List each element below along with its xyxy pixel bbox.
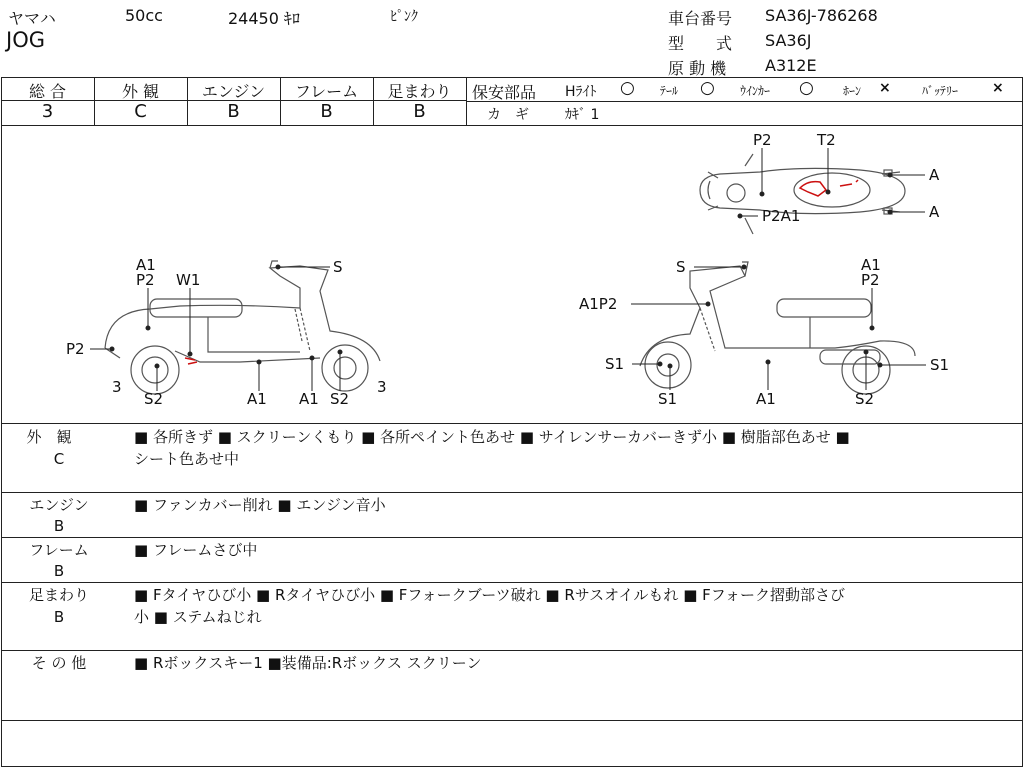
grade-label-frame: フレーム	[294, 82, 359, 101]
label-right-s2-bottom: S2	[855, 390, 875, 408]
label-right-s: S	[676, 258, 686, 276]
label-left-a1-top: A1	[136, 256, 156, 274]
safety-headlight-label: Hﾗｲﾄ	[565, 84, 597, 100]
key-label: カ ギ	[487, 107, 529, 123]
notes-grade-frame: B	[53, 562, 65, 580]
grade-value-frame: B	[320, 101, 333, 122]
safety-battery-label: ﾊﾞｯﾃﾘｰ	[922, 84, 959, 98]
grade-value-overall: 3	[41, 101, 54, 122]
diagram-bottom-line	[1, 423, 1023, 424]
col-line-5	[466, 77, 467, 125]
engine-value: A312E	[765, 56, 817, 75]
damage-marks	[185, 180, 858, 364]
type-value: SA36J	[765, 31, 812, 50]
label-left-a1-a: A1	[247, 390, 267, 408]
color: ﾋﾟﾝｸ	[390, 9, 418, 25]
displacement: 50cc	[125, 6, 163, 25]
scooter-diagram	[0, 126, 1024, 423]
notes-heading-other: そ の 他	[31, 654, 87, 672]
label-top-a-lower: A	[929, 203, 940, 221]
label-right-a1-bottom: A1	[756, 390, 776, 408]
grade-label-suspension: 足まわり	[387, 82, 452, 101]
label-left-3-right: 3	[377, 378, 387, 396]
safety-tail-mark: ○	[700, 78, 715, 98]
notes-line-4	[1, 650, 1023, 651]
grade-value-engine: B	[227, 101, 240, 122]
notes-text-suspension-2: 小 ■ ステムねじれ	[134, 608, 262, 626]
label-left-w1: W1	[176, 271, 201, 289]
notes-text-exterior-2: シート色あせ中	[134, 450, 240, 468]
label-left-3-left: 3	[112, 378, 122, 396]
notes-line-2	[1, 537, 1023, 538]
type-label: 型 式	[668, 34, 733, 53]
safety-title: 保安部品	[472, 83, 537, 102]
key-value: ｶｷﾞ 1	[565, 107, 600, 123]
notes-text-frame: ■ フレームさび中	[134, 541, 258, 559]
top-view-scooter	[700, 154, 905, 234]
label-left-s2-b: S2	[330, 390, 350, 408]
chassis-number: SA36J-786268	[765, 6, 878, 25]
notes-text-exterior: ■ 各所きず ■ スクリーンくもり ■ 各所ペイント色あせ ■ サイレンサーカバーきず小 ■ 樹脂部色あせ ■	[134, 428, 850, 446]
label-left-p2-top: P2	[136, 271, 155, 289]
label-left-s: S	[333, 258, 343, 276]
label-right-a1p2: A1P2	[579, 295, 618, 313]
label-left-a1-b: A1	[299, 390, 319, 408]
label-right-p2-top: P2	[861, 271, 880, 289]
label-right-s1-right: S1	[930, 356, 950, 374]
maker-name: ヤマハ	[8, 9, 56, 28]
label-left-p2-side: P2	[66, 340, 85, 358]
safety-tail-label: ﾃｰﾙ	[660, 84, 679, 98]
notes-line-5	[1, 720, 1023, 721]
safety-winker-label: ｳｲﾝｶｰ	[740, 84, 771, 98]
notes-text-engine: ■ ファンカバー削れ ■ エンジン音小	[134, 496, 386, 514]
safety-headlight-mark: ○	[620, 78, 635, 98]
notes-text-suspension: ■ Fタイヤひび小 ■ Rタイヤひび小 ■ Fフォークブーツ破れ ■ Rサスオイルもれ ■ Fフォーク摺動部さび	[134, 586, 846, 604]
grade-label-overall: 総 合	[28, 82, 67, 101]
grade-value-exterior: C	[134, 101, 147, 122]
mileage: 24450 ｷﾛ	[228, 9, 300, 28]
notes-grade-suspension: B	[53, 608, 65, 626]
label-top-p2: P2	[753, 131, 772, 149]
notes-grade-exterior: C	[53, 450, 65, 468]
label-right-s1-left: S1	[605, 355, 625, 373]
notes-text-other: ■ Rボックスキー1 ■装備品:Rボックス スクリーン	[134, 654, 482, 672]
notes-heading-engine: エンジン	[29, 496, 89, 514]
notes-grade-engine: B	[53, 517, 65, 535]
safety-winker-mark: ○	[799, 78, 814, 98]
safety-horn-mark: ×	[879, 80, 891, 96]
safety-horn-label: ﾎｰﾝ	[843, 84, 862, 98]
model-name: JOG	[6, 28, 45, 52]
notes-heading-suspension: 足まわり	[28, 586, 89, 604]
engine-label: 原 動 機	[668, 59, 727, 78]
label-right-s1-bottom: S1	[658, 390, 678, 408]
safety-battery-mark: ×	[992, 80, 1004, 96]
notes-line-1	[1, 492, 1023, 493]
grade-value-suspension: B	[413, 101, 426, 122]
grade-label-exterior: 外 観	[121, 82, 160, 101]
notes-heading-frame: フレーム	[29, 541, 89, 559]
label-top-a-upper: A	[929, 166, 940, 184]
grade-label-engine: エンジン	[201, 82, 266, 101]
notes-line-3	[1, 582, 1023, 583]
notes-heading-exterior: 外 観	[26, 428, 72, 446]
label-top-p2a1: P2A1	[762, 207, 801, 225]
label-left-s2-a: S2	[144, 390, 164, 408]
chassis-label: 車台番号	[668, 9, 733, 28]
safety-divider	[467, 101, 1023, 102]
label-right-a1-top: A1	[861, 256, 881, 274]
label-top-t2: T2	[817, 131, 836, 149]
